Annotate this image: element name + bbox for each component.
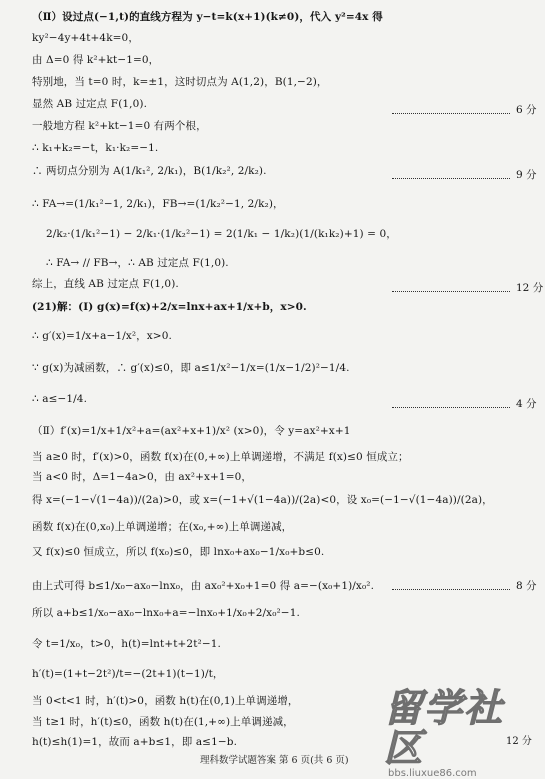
watermark-brand: 留学社区 bbox=[384, 686, 505, 770]
solution-line: 显然 AB 过定点 F(1,0). bbox=[32, 98, 148, 110]
watermark-logo bbox=[384, 686, 534, 779]
solution-line: （Ⅱ）设过点(−1,t)的直线方程为 y−t=k(x+1)(k≠0)，代入 y²=4x 得 bbox=[32, 11, 383, 23]
dot-leader bbox=[392, 284, 510, 292]
score-marker bbox=[392, 102, 537, 117]
solution-line: 特别地，当 t=0 时，k=±1，这时切点为 A(1,2)，B(1,−2)， bbox=[32, 76, 328, 88]
solution-line: 令 t=1/x₀，t>0，h(t)=lnt+t+2t²−1. bbox=[32, 638, 221, 650]
dot-leader bbox=[392, 106, 510, 114]
solution-line: ∵ g(x)为减函数，∴ g′(x)≤0，即 a≤1/x²−1/x=(1/x−1/2)²−1/4. bbox=[32, 362, 350, 374]
solution-line: 当 0<t<1 时，h′(t)>0，函数 h(t)在(0,1)上单调递增， bbox=[32, 695, 299, 707]
score-label: 12 分 bbox=[516, 282, 544, 294]
solution-line: 当 t≥1 时，h′(t)≤0，函数 h(t)在(1,+∞)上单调递减， bbox=[32, 716, 294, 728]
solution-line: h(t)≤h(1)=1，故而 a+b≤1，即 a≤1−b. bbox=[32, 736, 238, 748]
score-label: 8 分 bbox=[516, 580, 537, 592]
solution-line: 由上式可得 b≤1/x₀−ax₀−lnx₀，由 ax₀²+x₀+1=0 得 a=−(x₀+1)/x₀². bbox=[32, 580, 375, 592]
solution-line: 又 f(x)≤0 恒成立，所以 f(x₀)≤0，即 lnx₀+ax₀−1/x₀+b≤0. bbox=[32, 546, 325, 558]
dot-leader bbox=[392, 582, 510, 590]
solution-line: （Ⅱ）f′(x)=1/x+1/x²+a=(ax²+x+1)/x² (x>0)，令 y=ax²+x+1 bbox=[32, 425, 351, 437]
solution-line: 一般地方程 k²+kt−1=0 有两个根， bbox=[32, 120, 207, 132]
score-marker bbox=[392, 578, 537, 593]
solution-line: ∴ a≤−1/4. bbox=[32, 393, 88, 405]
page-score-corner: 12 分 bbox=[506, 736, 532, 747]
solution-line: (21)解：(Ⅰ) g(x)=f(x)+2/x=lnx+ax+1/x+b，x>0. bbox=[32, 301, 307, 313]
solution-line: 由 Δ=0 得 k²+kt−1=0， bbox=[32, 54, 160, 66]
solution-line: 2/k₂·(1/k₁²−1) − 2/k₁·(1/k₂²−1) = 2(1/k₁ − 1/k₂)(1/(k₁k₂)+1) = 0， bbox=[46, 228, 397, 240]
solution-line: 当 a≥0 时，f′(x)>0，函数 f(x)在(0,+∞)上单调递增，不满足 f(x)≤0 恒成立； bbox=[32, 451, 409, 463]
score-label: 4 分 bbox=[516, 398, 537, 410]
score-marker bbox=[392, 280, 543, 295]
solution-line: ∴ k₁+k₂=−t，k₁·k₂=−1. bbox=[32, 142, 159, 154]
dot-leader bbox=[392, 171, 510, 179]
score-marker bbox=[392, 396, 537, 411]
solution-line: ∴ g′(x)=1/x+a−1/x²，x>0. bbox=[32, 330, 172, 342]
score-label: 6 分 bbox=[516, 104, 537, 116]
solution-line: ∴ FA→=(1/k₁²−1, 2/k₁)，FB→=(1/k₂²−1, 2/k₂)， bbox=[32, 198, 284, 210]
score-marker bbox=[392, 167, 537, 182]
dot-leader bbox=[392, 400, 510, 408]
solution-line: 所以 a+b≤1/x₀−ax₀−lnx₀+a=−lnx₀+1/x₀+2/x₀²−1. bbox=[32, 607, 300, 619]
solution-line: 当 a<0 时，Δ=1−4a>0，由 ax²+x+1=0， bbox=[32, 471, 252, 483]
solution-line: 综上，直线 AB 过定点 F(1,0). bbox=[32, 278, 179, 290]
solution-line: 函数 f(x)在(0,x₀)上单调递增；在(x₀,+∞)上单调递减， bbox=[32, 521, 293, 533]
solution-line: ∴ FA→ // FB→，∴ AB 过定点 F(1,0). bbox=[46, 257, 229, 269]
solution-line: 得 x=(−1−√(1−4a))/(2a)>0，或 x=(−1+√(1−4a))/(2a)<0，设 x₀=(−1−√(1−4a))/(2a)， bbox=[32, 494, 493, 506]
watermark-url: bbs.liuxue86.com bbox=[388, 768, 477, 779]
solution-line: h′(t)=(1+t−2t²)/t=−(2t+1)(t−1)/t， bbox=[32, 668, 224, 680]
solution-line: ky²−4y+4t+4k=0， bbox=[32, 32, 139, 44]
solution-line: ∴ 两切点分别为 A(1/k₁², 2/k₁)，B(1/k₂², 2/k₂). bbox=[32, 165, 267, 177]
page-footer: 理科数学试题答案 第 6 页(共 6 页) bbox=[200, 755, 349, 766]
score-label: 9 分 bbox=[516, 169, 537, 181]
